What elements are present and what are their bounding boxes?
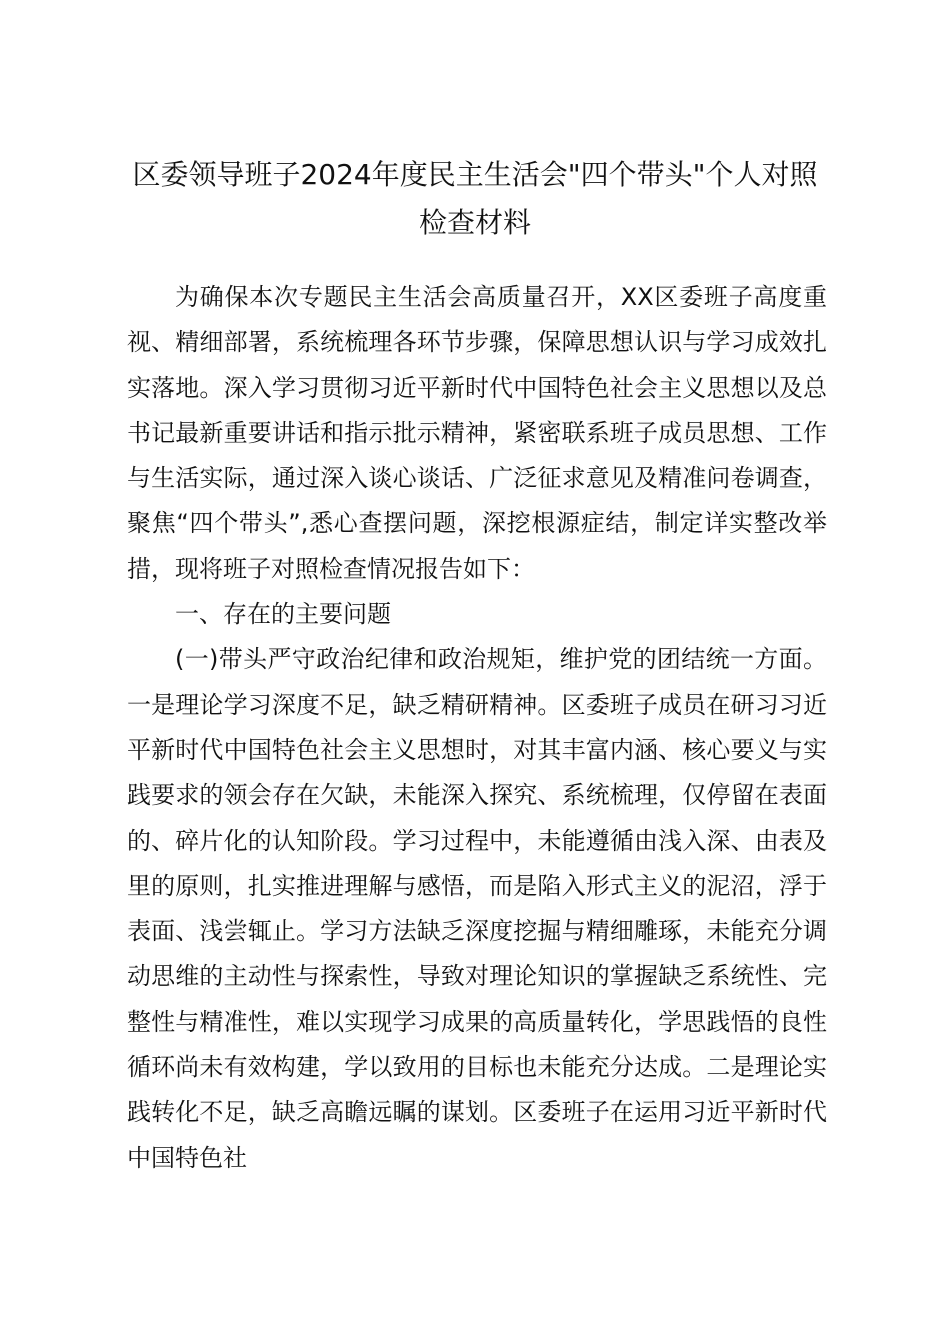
body-paragraph: (一)带头严守政治纪律和政治规矩，维护党的团结统一方面。一是理论学习深度不足，缺乏精研精神。区委班子成员在研习习近平新时代中国特色社会主义思想时，对其丰富内涵、核心要义与实践要求的领会存在欠缺，未能深入探究、系统梳理，仅停留在表面的、碎片化的认知阶段。学习过程中，未能遵循由浅入深、由表及里的原则，扎实推进理解与感悟，而是陷入形式主义的泥沼，浮于表面、浅尝辄止。学习方法缺乏深度挖掘与精细雕琢，未能充分调动思维的主动性与探索性，导致对理论知识的掌握缺乏系统性、完整性与精准性，难以实现学习成果的高质量转化，学思践悟的良性循环尚未有效构建，学以致用的目标也未能充分达成。二是理论实践转化不足，缺乏高瞻远瞩的谋划。区委班子在运用习近平新时代中国特色社	[127, 645, 827, 1172]
document-title: 区委领导班子2024年度民主生活会"四个带头"个人对照检查材料	[132, 158, 818, 239]
document-body	[127, 275, 827, 1181]
section-heading: 一、存在的主要问题	[175, 600, 391, 629]
intro-paragraph: 为确保本次专题民主生活会高质量召开，XX区委班子高度重视、精细部署，系统梳理各环节步骤，保障思想认识与学习成效扎实落地。深入学习贯彻习近平新时代中国特色社会主义思想以及总书记最新重要讲话和指示批示精神，紧密联系班子成员思想、工作与生活实际，通过深入谈心谈话、广泛征求意见及精准问卷调查，聚焦“四个带头”,悉心查摆问题，深挖根源症结，制定详实整改举措，现将班子对照检查情况报告如下：	[127, 283, 827, 583]
